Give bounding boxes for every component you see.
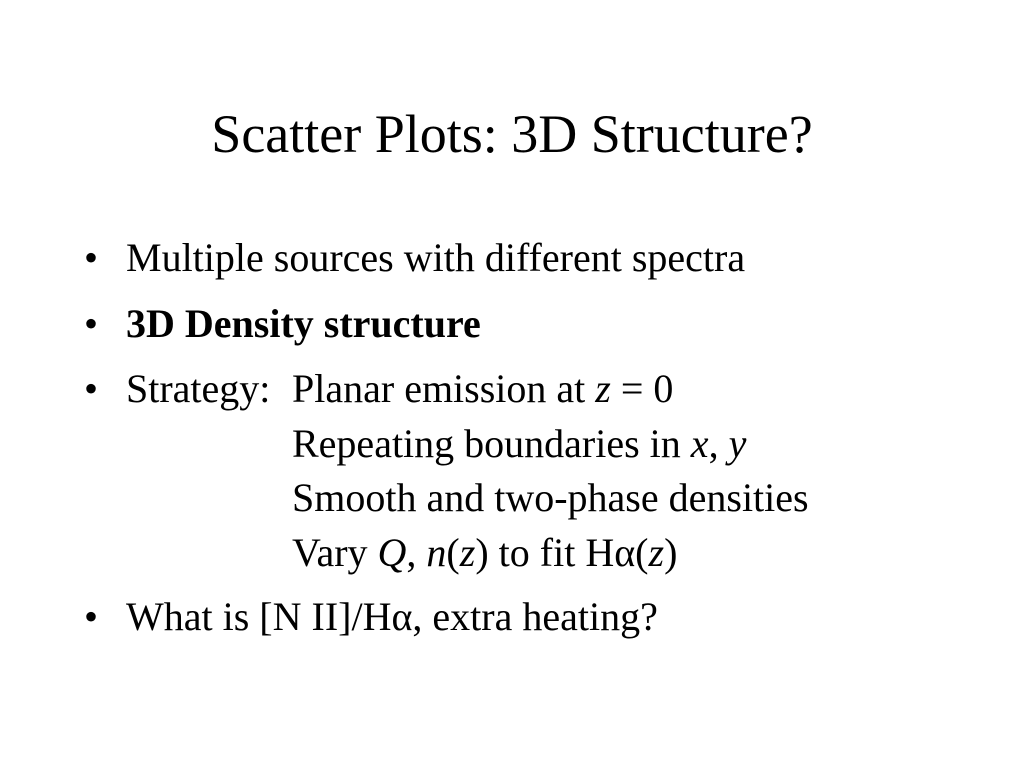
bullet-text: What is [N II]/Hα, extra heating? bbox=[126, 594, 658, 639]
math-variable: z bbox=[595, 366, 611, 411]
math-variable: y bbox=[728, 421, 747, 466]
bullet-dot: • bbox=[84, 301, 99, 346]
slide-title: Scatter Plots: 3D Structure? bbox=[211, 104, 813, 164]
strategy-text: ) bbox=[664, 530, 678, 575]
strategy-text: Repeating boundaries in bbox=[292, 421, 691, 466]
bullet-dot: • bbox=[84, 366, 99, 411]
strategy-text: Planar emission at bbox=[292, 366, 596, 411]
strategy-label: Strategy: bbox=[126, 366, 271, 411]
math-variable: Q bbox=[377, 530, 407, 575]
strategy-text: to fit Hα( bbox=[488, 530, 649, 575]
math-variable: z bbox=[648, 530, 665, 575]
strategy-line bbox=[292, 365, 673, 413]
math-variable: n bbox=[426, 530, 447, 575]
bullet-dot: • bbox=[84, 235, 99, 280]
math-variable: x bbox=[690, 421, 709, 466]
bullet-dot: • bbox=[84, 594, 99, 639]
strategy-line bbox=[292, 474, 809, 522]
strategy-line bbox=[292, 529, 677, 577]
strategy-text: , bbox=[406, 530, 427, 575]
strategy-text: ) bbox=[475, 530, 489, 575]
bullet-text: Multiple sources with different spectra bbox=[126, 235, 746, 280]
strategy-text: , bbox=[708, 421, 729, 466]
math-variable: z bbox=[459, 530, 476, 575]
strategy-text: ( bbox=[446, 530, 460, 575]
strategy-text: = 0 bbox=[610, 366, 674, 411]
strategy-line bbox=[292, 420, 746, 468]
bullet-text-bold: 3D Density structure bbox=[126, 301, 481, 346]
strategy-text: Vary bbox=[292, 530, 378, 575]
strategy-text: Smooth and two-phase densities bbox=[292, 475, 809, 520]
